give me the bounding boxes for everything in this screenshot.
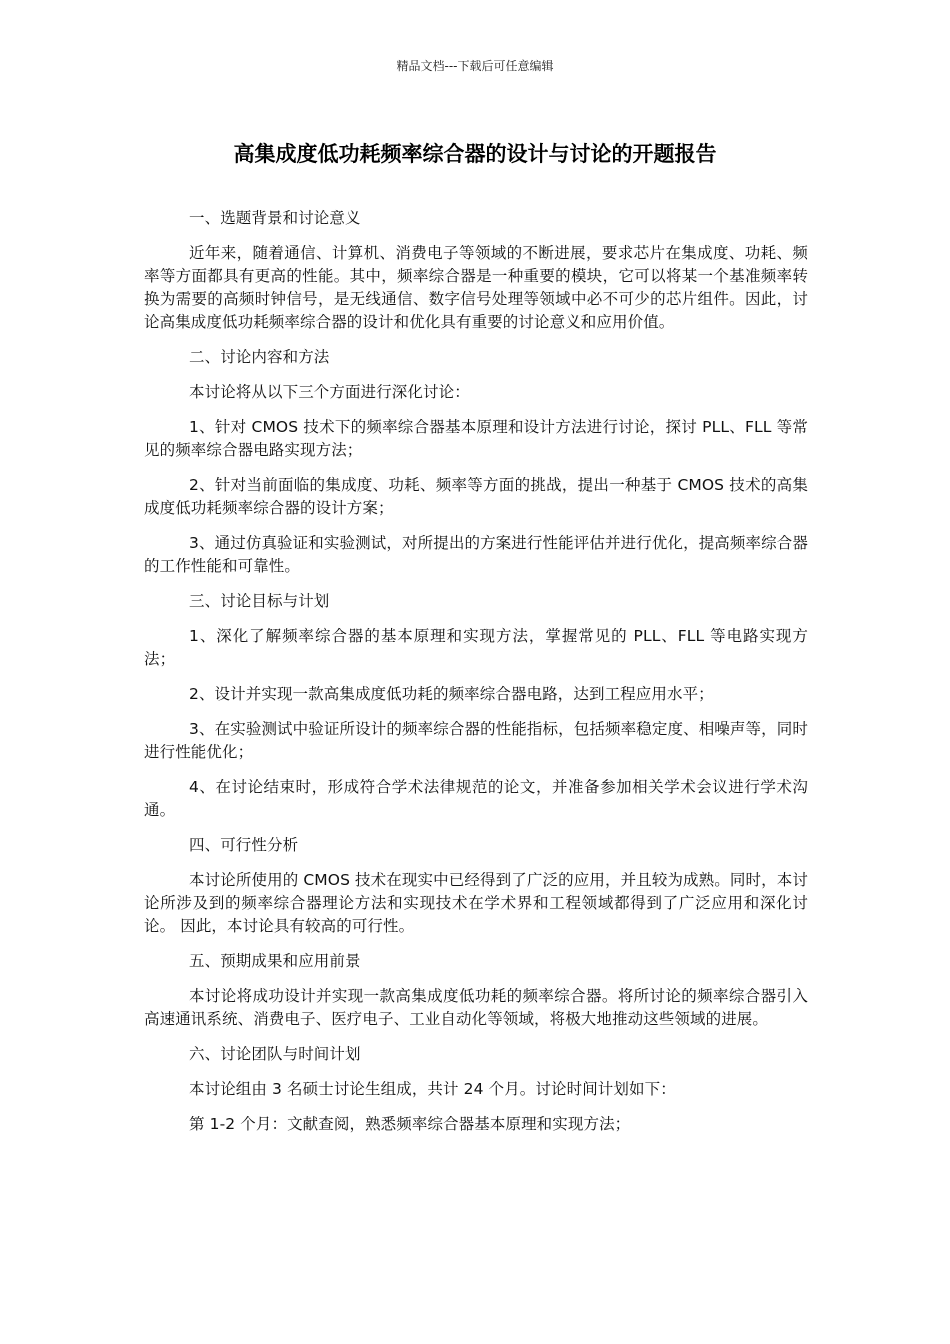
list-item-goal-4: 4、在讨论结束时，形成符合学术法律规范的论文，并准备参加相关学术会议进行学术沟通。 bbox=[144, 778, 808, 819]
paragraph-background: 近年来，随着通信、计算机、消费电子等领域的不断进展，要求芯片在集成度、功耗、频率等方面都具有更高的性能。其中，频率综合器是一种重要的模块，它可以将某一个基准频率转换为需要的高频时钟信号，是无线通信、数字信号处理等领域中必不可少的芯片组件。因此，讨论高集成度低功耗频率综合器的设计和优化具有重要的讨论意义和应用价值。 bbox=[144, 244, 808, 331]
page-header-note: 精品文档---下载后可任意编辑 bbox=[396, 59, 554, 73]
section-heading-expected-results: 五、预期成果和应用前景 bbox=[189, 952, 361, 970]
list-item-content-1: 1、针对 CMOS 技术下的频率综合器基本原理和设计方法进行讨论，探讨 PLL、FLL 等常见的频率综合器电路实现方法； bbox=[144, 418, 808, 459]
paragraph-intro-three-aspects: 本讨论将从以下三个方面进行深化讨论： bbox=[189, 383, 470, 401]
list-item-content-2: 2、针对当前面临的集成度、功耗、频率等方面的挑战，提出一种基于 CMOS 技术的高集成度低功耗频率综合器的设计方案； bbox=[144, 476, 808, 517]
section-heading-goals-plan: 三、讨论目标与计划 bbox=[189, 592, 330, 610]
schedule-item-months-1-2: 第 1-2 个月：文献查阅，熟悉频率综合器基本原理和实现方法； bbox=[189, 1115, 631, 1133]
section-heading-feasibility: 四、可行性分析 bbox=[189, 836, 299, 854]
section-heading-background: 一、选题背景和讨论意义 bbox=[189, 209, 361, 227]
section-heading-team-schedule: 六、讨论团队与时间计划 bbox=[189, 1045, 361, 1063]
list-item-goal-3: 3、在实验测试中验证所设计的频率综合器的性能指标，包括频率稳定度、相噪声等，同时进行性能优化； bbox=[144, 720, 808, 761]
paragraph-team: 本讨论组由 3 名硕士讨论生组成，共计 24 个月。讨论时间计划如下： bbox=[189, 1080, 676, 1098]
document-body bbox=[144, 207, 808, 1148]
list-item-content-3: 3、通过仿真验证和实验测试，对所提出的方案进行性能评估并进行优化，提高频率综合器的工作性能和可靠性。 bbox=[144, 534, 808, 575]
paragraph-expected-results: 本讨论将成功设计并实现一款高集成度低功耗的频率综合器。将所讨论的频率综合器引入高速通讯系统、消费电子、医疗电子、工业自动化等领域，将极大地推动这些领域的进展。 bbox=[144, 987, 808, 1028]
paragraph-feasibility: 本讨论所使用的 CMOS 技术在现实中已经得到了广泛的应用，并且较为成熟。同时，本讨论所涉及到的频率综合器理论方法和实现技术在学术界和工程领域都得到了广泛应用和深化讨论。 因此，本讨论具有较高的可行性。 bbox=[144, 871, 808, 935]
list-item-goal-1: 1、深化了解频率综合器的基本原理和实现方法，掌握常见的 PLL、FLL 等电路实现方法； bbox=[144, 627, 808, 668]
list-item-goal-2: 2、设计并实现一款高集成度低功耗的频率综合器电路，达到工程应用水平； bbox=[189, 685, 714, 703]
document-title: 高集成度低功耗频率综合器的设计与讨论的开题报告 bbox=[233, 142, 717, 166]
section-heading-content-methods: 二、讨论内容和方法 bbox=[189, 348, 330, 366]
